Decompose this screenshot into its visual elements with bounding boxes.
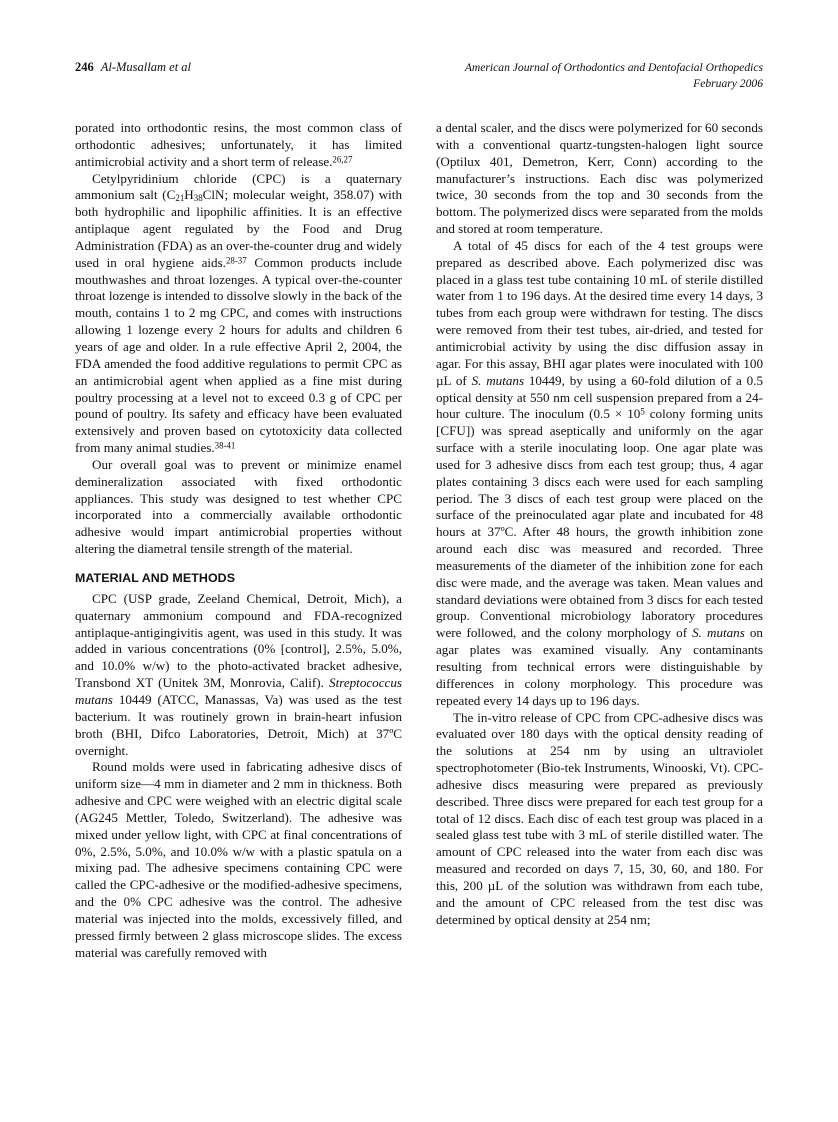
reference-marker: 38-41 [214,440,236,451]
chem-subscript: 21 [175,193,185,204]
page-number: 246 [75,60,94,74]
paragraph-molds: Round molds were used in fabricating adhesive discs of uniform size—4 mm in diameter and 2 mm in thickness. Both adhesive and CPC were weighed with an electric digital scale (AG245 Mettler, Toledo, Switzerland). The adhesive was mixed under yellow light, with CPC at final concentrations of 0%, 2.5%, 5.0%, and 10.0% w/w with a plastic spatula on a mixing pad. The adhesive specimens containing CPC were called the CPC-adhesive or the modified-adhesive specimens, and the 0% CPC adhesive was the control. The adhesive material was injected into the molds, excessively filled, and pressed firmly between 2 glass microscope slides. The excess material was carefully removed with [75,759,402,960]
paragraph-study-goal: Our overall goal was to prevent or minimize enamel demineralization associated with fixed orthodontic appliances. This study was designed to test whether CPC incorporated into a commercially available orthodontic adhesive would impart antimicrobial properties without altering the diametral tensile strength of the material. [75,456,402,557]
issue-date: February 2006 [693,77,763,90]
paragraph-disc-assay [436,238,763,710]
running-head-left [75,60,191,75]
paragraph-text: Common products include mouthwashes and throat lozenges. A typical over-the-counter throat lozenge is intended to dissolve slowly in the back of the mouth, contains 1 to 2 mg CPC, and comes with instructions allowing 1 lozenge every 2 hours for adults and children 6 years of age and older. In a rule effective April 2, 2004, the FDA amended the food additive regulations to permit CPC as an antimicrobial agent when applied as a fine mist during poultry processing at a level not to exceed 0.3 g of CPC per pound of poultry. Its safety and efficacy have been evaluated extensively and proven based on cytotoxicity data collected from many animal studies. [75,254,402,456]
paragraph-text: colony forming units [CFU]) was spread aseptically and uniformly on the agar surface with a sterile inoculating loop. One agar plate was used for 3 adhesive discs from each test group; thus, 4 agar plates containing 3 discs each were used for each sampling period. The 3 discs of each test group were placed on the surface of the preinoculated agar plate and incubated for 48 hours at 37ºC. After 48 hours, the growth inhibition zone around each disc was measured and recorded. Three measurements of the diameter of the inhibition zone for each disc were made, and the average was taken. Mean values and standard deviations were obtained from 3 discs for each tested group. Conventional microbiology laboratory procedures were followed, and the colony morphology of [436,406,763,641]
paragraph-text: porated into orthodontic resins, the most common class of orthodontic adhesives; unfortunately, it has limited antimicrobial activity and a short term of release. [75,120,402,169]
paragraph-text: 10449, by using a 60-fold dilution of a 0.5 optical density at 550 nm cell suspension prepared from a 24-hour culture. The inoculum (0.5 × 10 [436,372,763,422]
paragraph-text: CPC (USP grade, Zeeland Chemical, Detroit, Mich), a quaternary ammonium compound and FDA-recognized antiplaque-antigingivitis agent, was used in this study. It was added in various concentrations (0% [control], 2.5%, 5.0%, and 10.0% w/w) to the photo-activated bracket adhesive, Transbond XT (Unitek 3M, Monrovia, Calif). [75,590,402,691]
section-heading-material-and-methods: MATERIAL AND METHODS [75,570,236,585]
running-head-authors: Al-Musallam et al [100,60,192,74]
paragraph-cpc-materials [75,591,402,759]
species-name: S. mutans [471,372,525,388]
left-column [75,120,402,1060]
species-name: Streptococcus mutans [75,675,402,707]
paragraph-text: 10449 (ATCC, Manassas, Va) was used as the test bacterium. It was routinely grown in brain-heart infusion broth (BHI, Difco Laboratories, Detroit, Mich) at 37ºC overnight. [75,692,402,758]
running-head-right [465,60,763,92]
paragraph-cpc-intro [75,171,402,457]
running-head [75,60,763,102]
chem-subscript: 38 [193,193,203,204]
paragraph-text: on agar plates was examined visually. Any contaminants resulting from technical errors were distinguishable by differences in colony morphology. This procedure was repeated every 14 days up to 196 days. [436,625,763,708]
exponent: 5 [640,406,645,417]
body-columns [75,120,763,1060]
reference-marker: 26,27 [332,153,353,164]
paragraph-text: ClN; molecular weight, 358.07) with both hydrophilic and lipophilic affinities. It is an effective antiplaque agent regulated by the Food and Drug Administration (FDA) as an over-the-counter drug and widely used in oral hygiene aids. [75,187,402,270]
reference-marker: 28-37 [225,255,247,266]
journal-title: American Journal of Orthodontics and Dentofacial Orthopedics [464,61,763,74]
paragraph-continued: a dental scaler, and the discs were polymerized for 60 seconds with a conventional quartz-tungsten-halogen light source (Optilux 401, Demetron, Kerr, Conn) according to the manufacturer’s instructions. Each disc was polymerized twice, 30 seconds from the top and 30 seconds from the bottom. The polymerized discs were separated from the molds and stored at room temperature. [436,120,763,237]
paragraph-continued [75,120,402,171]
paragraph-text: A total of 45 discs for each of the 4 test groups were prepared as described above. Each polymerized disc was placed in a glass test tube containing 10 mL of sterile distilled water from 1 to 196 days. At the desired time every 14 days, 3 tubes from each group were withdrawn for testing. The discs were removed from their test tubes, air-dried, and tested for antimicrobial activity by using the disc diffusion assay in agar. For this assay, BHI agar plates were inoculated with 100 µL of [436,237,763,388]
paragraph-invitro-release: The in-vitro release of CPC from CPC-adhesive discs was evaluated over 180 days with the optical density reading of the solutions at 254 nm by using an ultraviolet spectrophotometer (Bio-tek Instruments, Winooski, Vt). CPC-adhesive discs measuring were prepared as previously described. Three discs were prepared for each test group for a total of 12 discs. Each disc of each test group was placed in a sealed glass test tube with 3 mL of sterile distilled water. The amount of CPC released into the water from each disc was measured and recorded on days 7, 15, 30, 60, and 180. For this, 200 µL of the solution was withdrawn from each tube, and the amount of CPC released from the test disc was determined by optical density at 254 nm; [436,709,763,927]
paragraph-text: Cetylpyridinium chloride (CPC) is a quaternary ammonium salt (C [75,170,402,203]
chem-element: H [184,187,194,203]
right-column [436,120,763,1060]
species-name: S. mutans [692,625,745,641]
